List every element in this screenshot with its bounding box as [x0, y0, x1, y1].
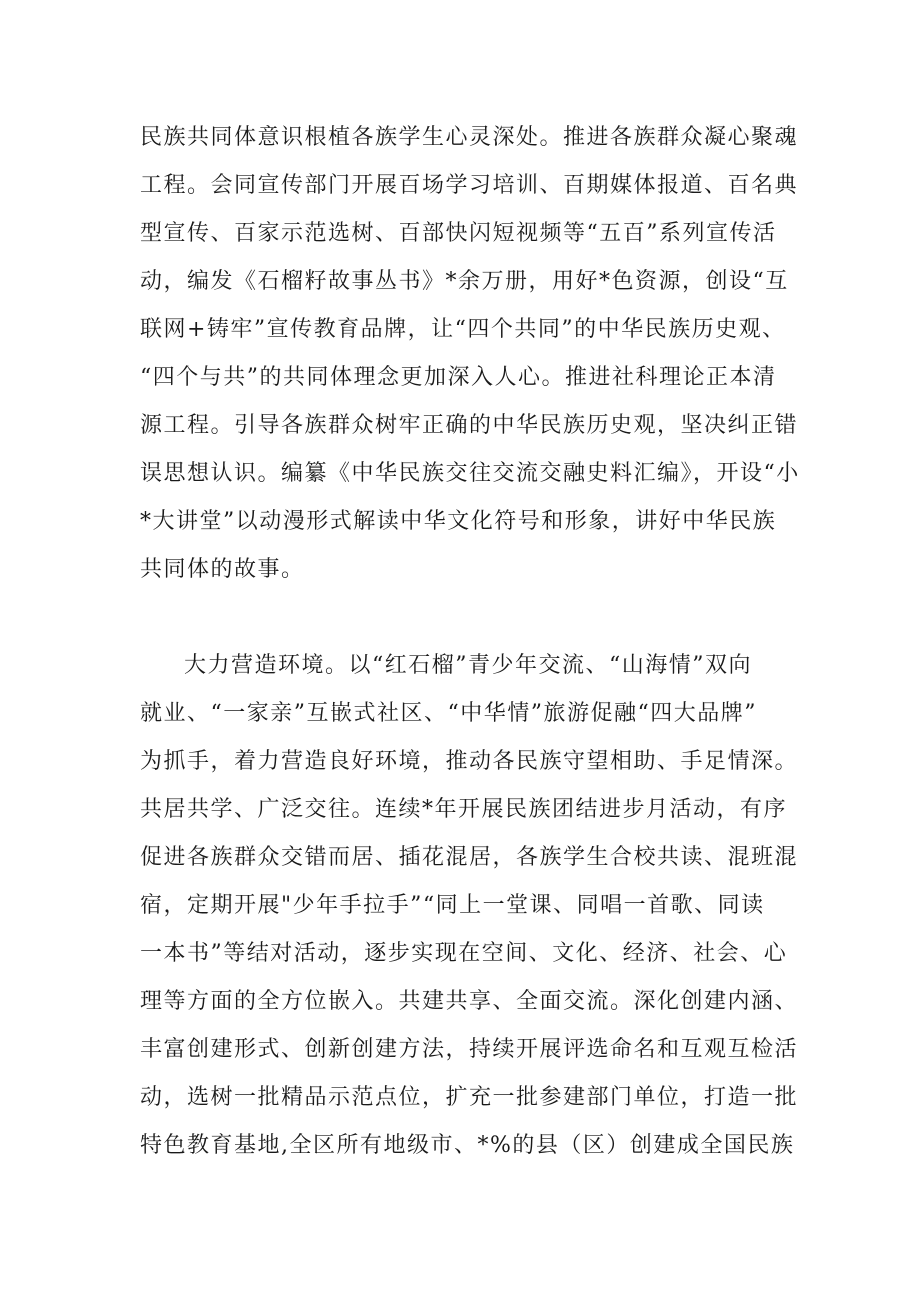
text-line: *大讲堂”以动漫形式解读中华文化符号和形象，讲好中华民族	[140, 509, 777, 534]
text-line: 动，编发《石榴籽故事丛书》*余万册，用好*色资源，创设“互	[140, 269, 789, 294]
text-line: 型宣传、百家示范选树、百部快闪短视频等“五百”系列宣传活	[140, 221, 777, 246]
text-line: 误思想认识。编纂《中华民族交往交流交融史料汇编》，开设“小	[140, 461, 800, 486]
text-line: 促进各族群众交错而居、插花混居，各族学生合校共读、混班混	[140, 845, 799, 870]
text-line: 动，选树一批精品示范点位，扩充一批参建部门单位，打造一批	[140, 1085, 799, 1110]
text-line: 宿，定期开展"少年手拉手”“同上一堂课、同唱一首歌、同读	[140, 893, 765, 918]
text-line: 为抓手，着力营造良好环境，推动各民族守望相助、手足情深。	[140, 749, 799, 774]
text-line: 理等方面的全方位嵌入。共建共享、全面交流。深化创建内涵、	[140, 989, 799, 1014]
text-line: 一本书”等结对活动，逐步实现在空间、文化、经济、社会、心	[140, 941, 788, 966]
text-line: 特色教育基地,全区所有地级市、*%的县（区）创建成全国民族	[140, 1133, 795, 1158]
text-line: 大力营造环境。以“红石榴”青少年交流、“山海情”双向	[184, 653, 752, 678]
text-line: 共居共学、广泛交往。连续*年开展民族团结进步月活动，有序	[140, 797, 788, 822]
text-line: 就业、“一家亲”互嵌式社区、“中华情”旅游促融“四大品牌”	[140, 701, 757, 726]
text-line: 民族共同体意识根植各族学生心灵深处。推进各族群众凝心聚魂	[140, 125, 799, 150]
text-line: 丰富创建形式、创新创建方法，持续开展评选命名和互观互检活	[140, 1037, 799, 1062]
text-line: 源工程。引导各族群众树牢正确的中华民族历史观，坚决纠正错	[140, 413, 799, 438]
text-line: 共同体的故事。	[140, 557, 305, 582]
text-line: 工程。会同宣传部门开展百场学习培训、百期媒体报道、百名典	[140, 173, 799, 198]
text-line: 联网+铸牢”宣传教育品牌，让“四个共同”的中华民族历史观、	[140, 317, 786, 342]
text-line: “四个与共”的共同体理念更加深入人心。推进社科理论正本清	[140, 365, 777, 390]
